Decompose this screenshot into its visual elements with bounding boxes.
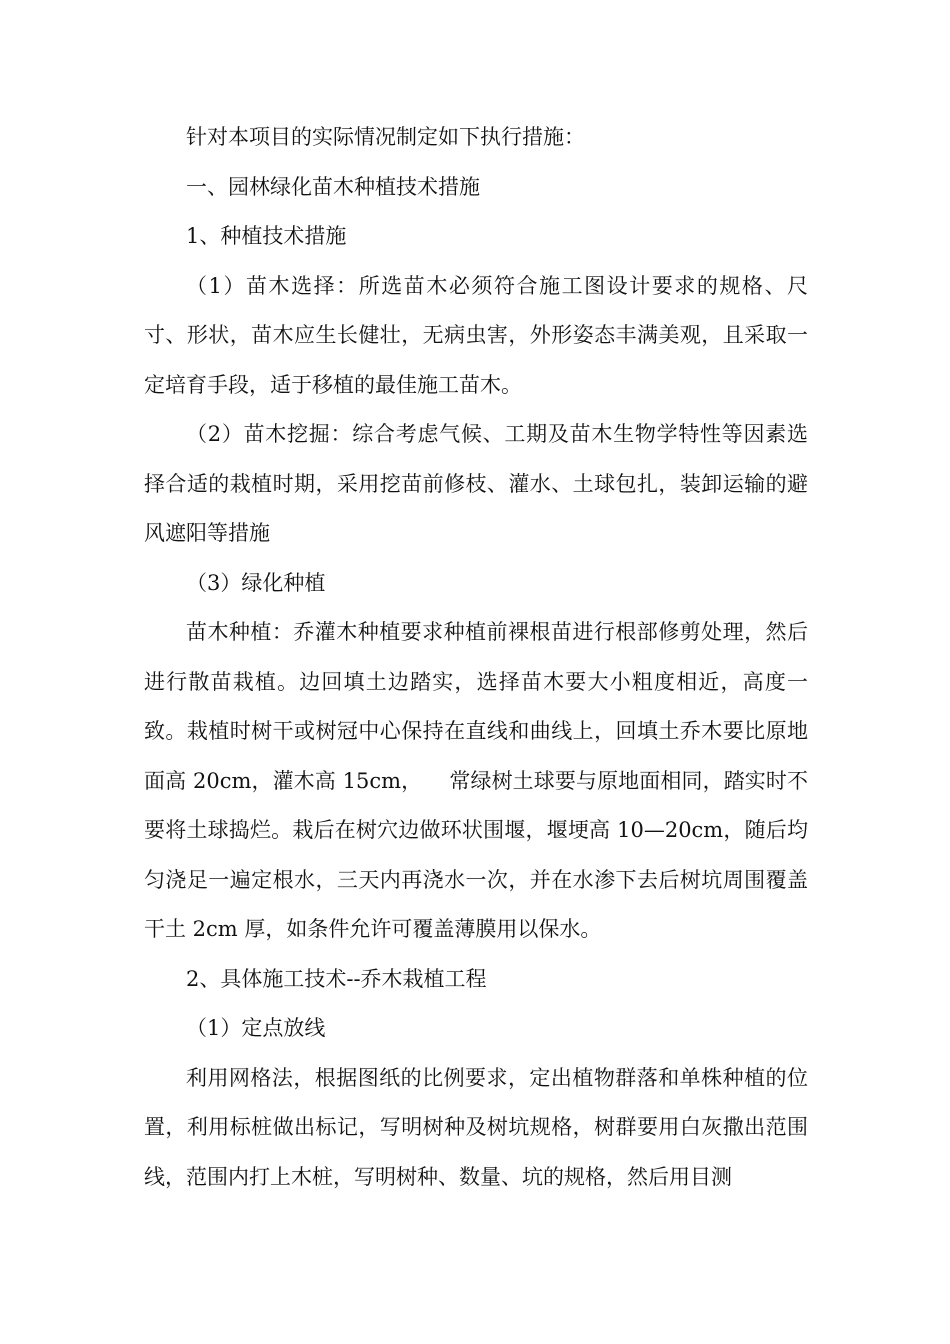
paragraph-seedling-selection: （1）苗木选择：所选苗木必须符合施工图设计要求的规格、尺寸、形状，苗木应生长健壮，无病虫害，外形姿态丰满美观，且采取一定培育手段，适于移植的最佳施工苗木。	[144, 273, 808, 397]
section-heading-1: 一、园林绿化苗木种植技术措施	[186, 174, 480, 199]
paragraph-grid-method: 利用网格法，根据图纸的比例要求，定出植物群落和单株种植的位置，利用标桩做出标记，写明树种及树坑规格，树群要用白灰撒出范围线，范围内打上木桩，写明树种、数量、坑的规格，然后用目测	[144, 1065, 808, 1189]
paragraph-seedling-digging: （2）苗木挖掘：综合考虑气候、工期及苗木生物学特性等因素选择合适的栽植时期，采用挖苗前修枝、灌水、土球包扎，装卸运输的避风遮阳等措施	[144, 422, 808, 545]
subsection-heading-1: 1、种植技术措施	[186, 224, 347, 248]
subheading-staking-out: （1）定点放线	[186, 1016, 326, 1040]
subsection-heading-2: 2、具体施工技术--乔木栽植工程	[186, 966, 487, 991]
paragraph-seedling-planting: 苗木种植：乔灌木种植要求种植前裸根苗进行根部修剪处理，然后进行散苗栽植。边回填土边踏实，选择苗木要大小粗度相近，高度一致。栽植时树干或树冠中心保持在直线和曲线上，回填土乔木要比原地面高 20cm，灌木高 15cm， 常绿树土球要与原地面相同，踏实时不要将土球捣烂。栽后在树穴边做环状围堰，堰埂高 10—20cm，随后均匀浇足一遍定根水，三天内再浇水一次，并在水渗下去后树坑周围覆盖干土 2cm 厚，如条件允许可覆盖薄膜用以保水。	[144, 620, 808, 941]
subheading-green-planting: （3）绿化种植	[186, 570, 326, 595]
intro-paragraph: 针对本项目的实际情况制定如下执行措施：	[186, 125, 585, 149]
document-body	[144, 113, 808, 1202]
